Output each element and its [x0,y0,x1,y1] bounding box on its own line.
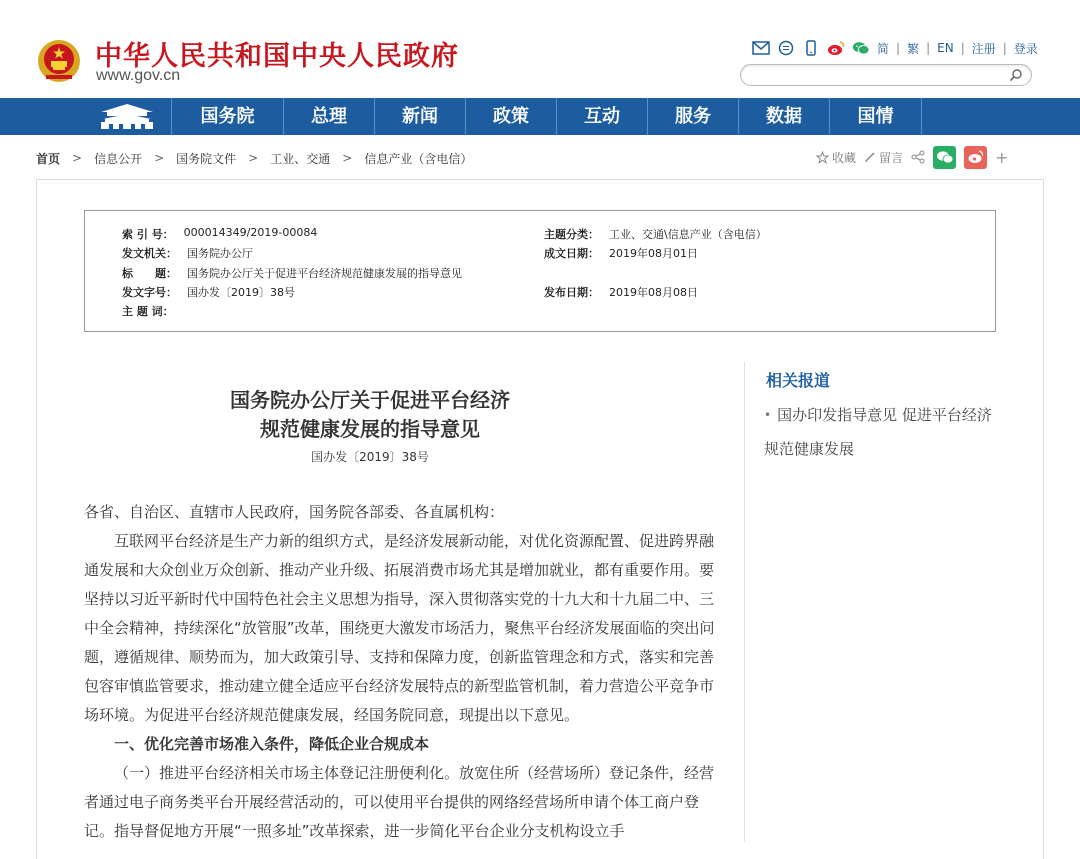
nav-policy[interactable]: 政策 [466,98,557,135]
document-info-box [84,210,996,332]
share-icon[interactable] [911,150,925,164]
comment-icon[interactable] [777,40,795,56]
star-icon [816,151,829,164]
info-label: 索 引 号： [122,228,174,241]
traditional-link[interactable]: 繁 [907,41,920,56]
info-value: 2019年08月08日 [609,286,698,299]
info-label: 标 题： [122,267,177,280]
search-input[interactable] [740,64,1032,86]
separator: | [896,41,901,55]
related-report-label: 国办印发指导意见 促进平台经济规范健康发展 [764,406,992,458]
more-share-button[interactable]: + [995,147,1009,167]
info-date-row [544,245,698,261]
top-tools [752,38,1038,58]
search-icon[interactable] [1009,68,1023,82]
info-keyword-row [122,303,174,319]
separator: | [926,41,931,55]
nav-premier[interactable]: 总理 [284,98,375,135]
info-label: 主 题 词： [122,305,174,318]
article-title [200,386,540,444]
bullet-icon: • [764,408,772,422]
breadcrumb-industry-transport[interactable]: 工业、交通 [270,151,331,166]
national-emblem-icon[interactable] [36,38,82,84]
info-topic-row [544,226,767,242]
info-value: 000014349/2019-00084 [183,226,318,239]
message-button[interactable] [864,149,903,166]
nav-national-info[interactable]: 国情 [830,98,922,135]
nav-data[interactable]: 数据 [739,98,830,135]
breadcrumb-it-telecom[interactable]: 信息产业（含电信） [364,151,473,166]
pen-icon [864,151,876,163]
message-label: 留言 [879,150,904,165]
article-title-line: 国务院办公厅关于促进平台经济 [230,388,510,412]
separator: | [1002,41,1007,55]
info-label: 发文字号： [122,286,177,299]
nav-interaction[interactable]: 互动 [557,98,648,135]
sidebar-divider [744,362,745,842]
site-header [0,0,1080,98]
article-body [84,498,724,846]
article-paragraph: （一）推进平台经济相关市场主体登记注册便利化。放宽住所（经营场所）登记条件，经营者通过电子商务类平台开展经营活动的，可以使用平台提供的网络经营场所申请个体工商户登记。指导督促地方开展“一照多址”改革探索，进一步简化平台企业分支机构设立手 [84,764,715,840]
info-index-row [122,226,317,242]
login-link[interactable]: 登录 [1013,41,1038,56]
info-value: 2019年08月01日 [609,247,698,260]
chevron-right-icon: > [154,151,165,165]
article-salutation: 各省、自治区、直辖市人民政府，国务院各部委、各直属机构： [84,503,505,521]
info-label: 发布日期： [544,286,599,299]
article-doc-number: 国办发〔2019〕38号 [311,450,429,464]
simplified-link[interactable]: 简 [877,41,890,56]
breadcrumb [36,150,472,166]
nav-home[interactable] [82,98,172,135]
english-link[interactable]: EN [937,41,954,55]
info-value: 国务院办公厅 [187,247,253,260]
mail-icon[interactable] [752,40,770,56]
main-nav [0,98,1080,135]
site-title[interactable]: 中华人民共和国中央人民政府 [95,41,459,72]
breadcrumb-home[interactable]: 首页 [36,151,61,166]
article-title-line: 规范健康发展的指导意见 [260,417,480,441]
info-label: 成文日期： [544,247,599,260]
weibo-icon[interactable] [827,40,845,56]
wechat-share-icon[interactable] [933,146,956,169]
related-report-link[interactable] [764,398,1000,466]
related-reports-title: 相关报道 [766,371,831,390]
info-label: 发文机关： [122,247,177,260]
info-issuer-row [122,245,253,261]
info-label: 主题分类： [544,228,599,241]
article-section-heading: 一、优化完善市场准入条件，降低企业合规成本 [114,735,430,753]
breadcrumb-info-disclosure[interactable]: 信息公开 [94,151,143,166]
info-docno-row [122,284,295,300]
collect-label: 收藏 [832,150,857,165]
chevron-right-icon: > [72,151,83,165]
info-value: 工业、交通\信息产业（含电信） [609,228,767,241]
mobile-icon[interactable] [802,40,820,56]
article-paragraph: 互联网平台经济是生产力新的组织方式，是经济发展新动能，对优化资源配置、促进跨界融通发展和大众创业万众创新、推动产业升级、拓展消费市场尤其是增加就业，都有重要作用。要坚持以习近平新时代中国特色社会主义思想为指导，深入贯彻落实党的十九大和十九届二中、三中全会精神，持续深化“放管服”改革，围绕更大激发市场活力，聚焦平台经济发展面临的突出问题，遵循规律、顺势而为，加大政策引导、支持和保障力度，创新监管理念和方式，落实和完善包容审慎监管要求，推动建立健全适应平台经济发展特点的新型监管机制，着力营造公平竞争市场环境。为促进平台经济规范健康发展，经国务院同意，现提出以下意见。 [84,532,715,724]
breadcrumb-state-council-docs[interactable]: 国务院文件 [176,151,237,166]
nav-state-council[interactable]: 国务院 [172,98,284,135]
info-title-row [122,265,462,281]
info-value: 国务院办公厅关于促进平台经济规范健康发展的指导意见 [187,267,462,280]
separator: | [960,41,965,55]
site-url[interactable]: www.gov.cn [96,67,181,84]
register-link[interactable]: 注册 [971,41,996,56]
nav-services[interactable]: 服务 [648,98,739,135]
share-toolbar [816,144,1008,170]
tiananmen-icon [97,103,157,131]
info-pubdate-row [544,284,698,300]
wechat-icon[interactable] [852,40,870,56]
weibo-share-icon[interactable] [964,146,987,169]
info-value: 国办发〔2019〕38号 [187,286,295,299]
chevron-right-icon: > [248,151,259,165]
nav-news[interactable]: 新闻 [375,98,466,135]
collect-button[interactable] [816,149,856,166]
chevron-right-icon: > [342,151,353,165]
